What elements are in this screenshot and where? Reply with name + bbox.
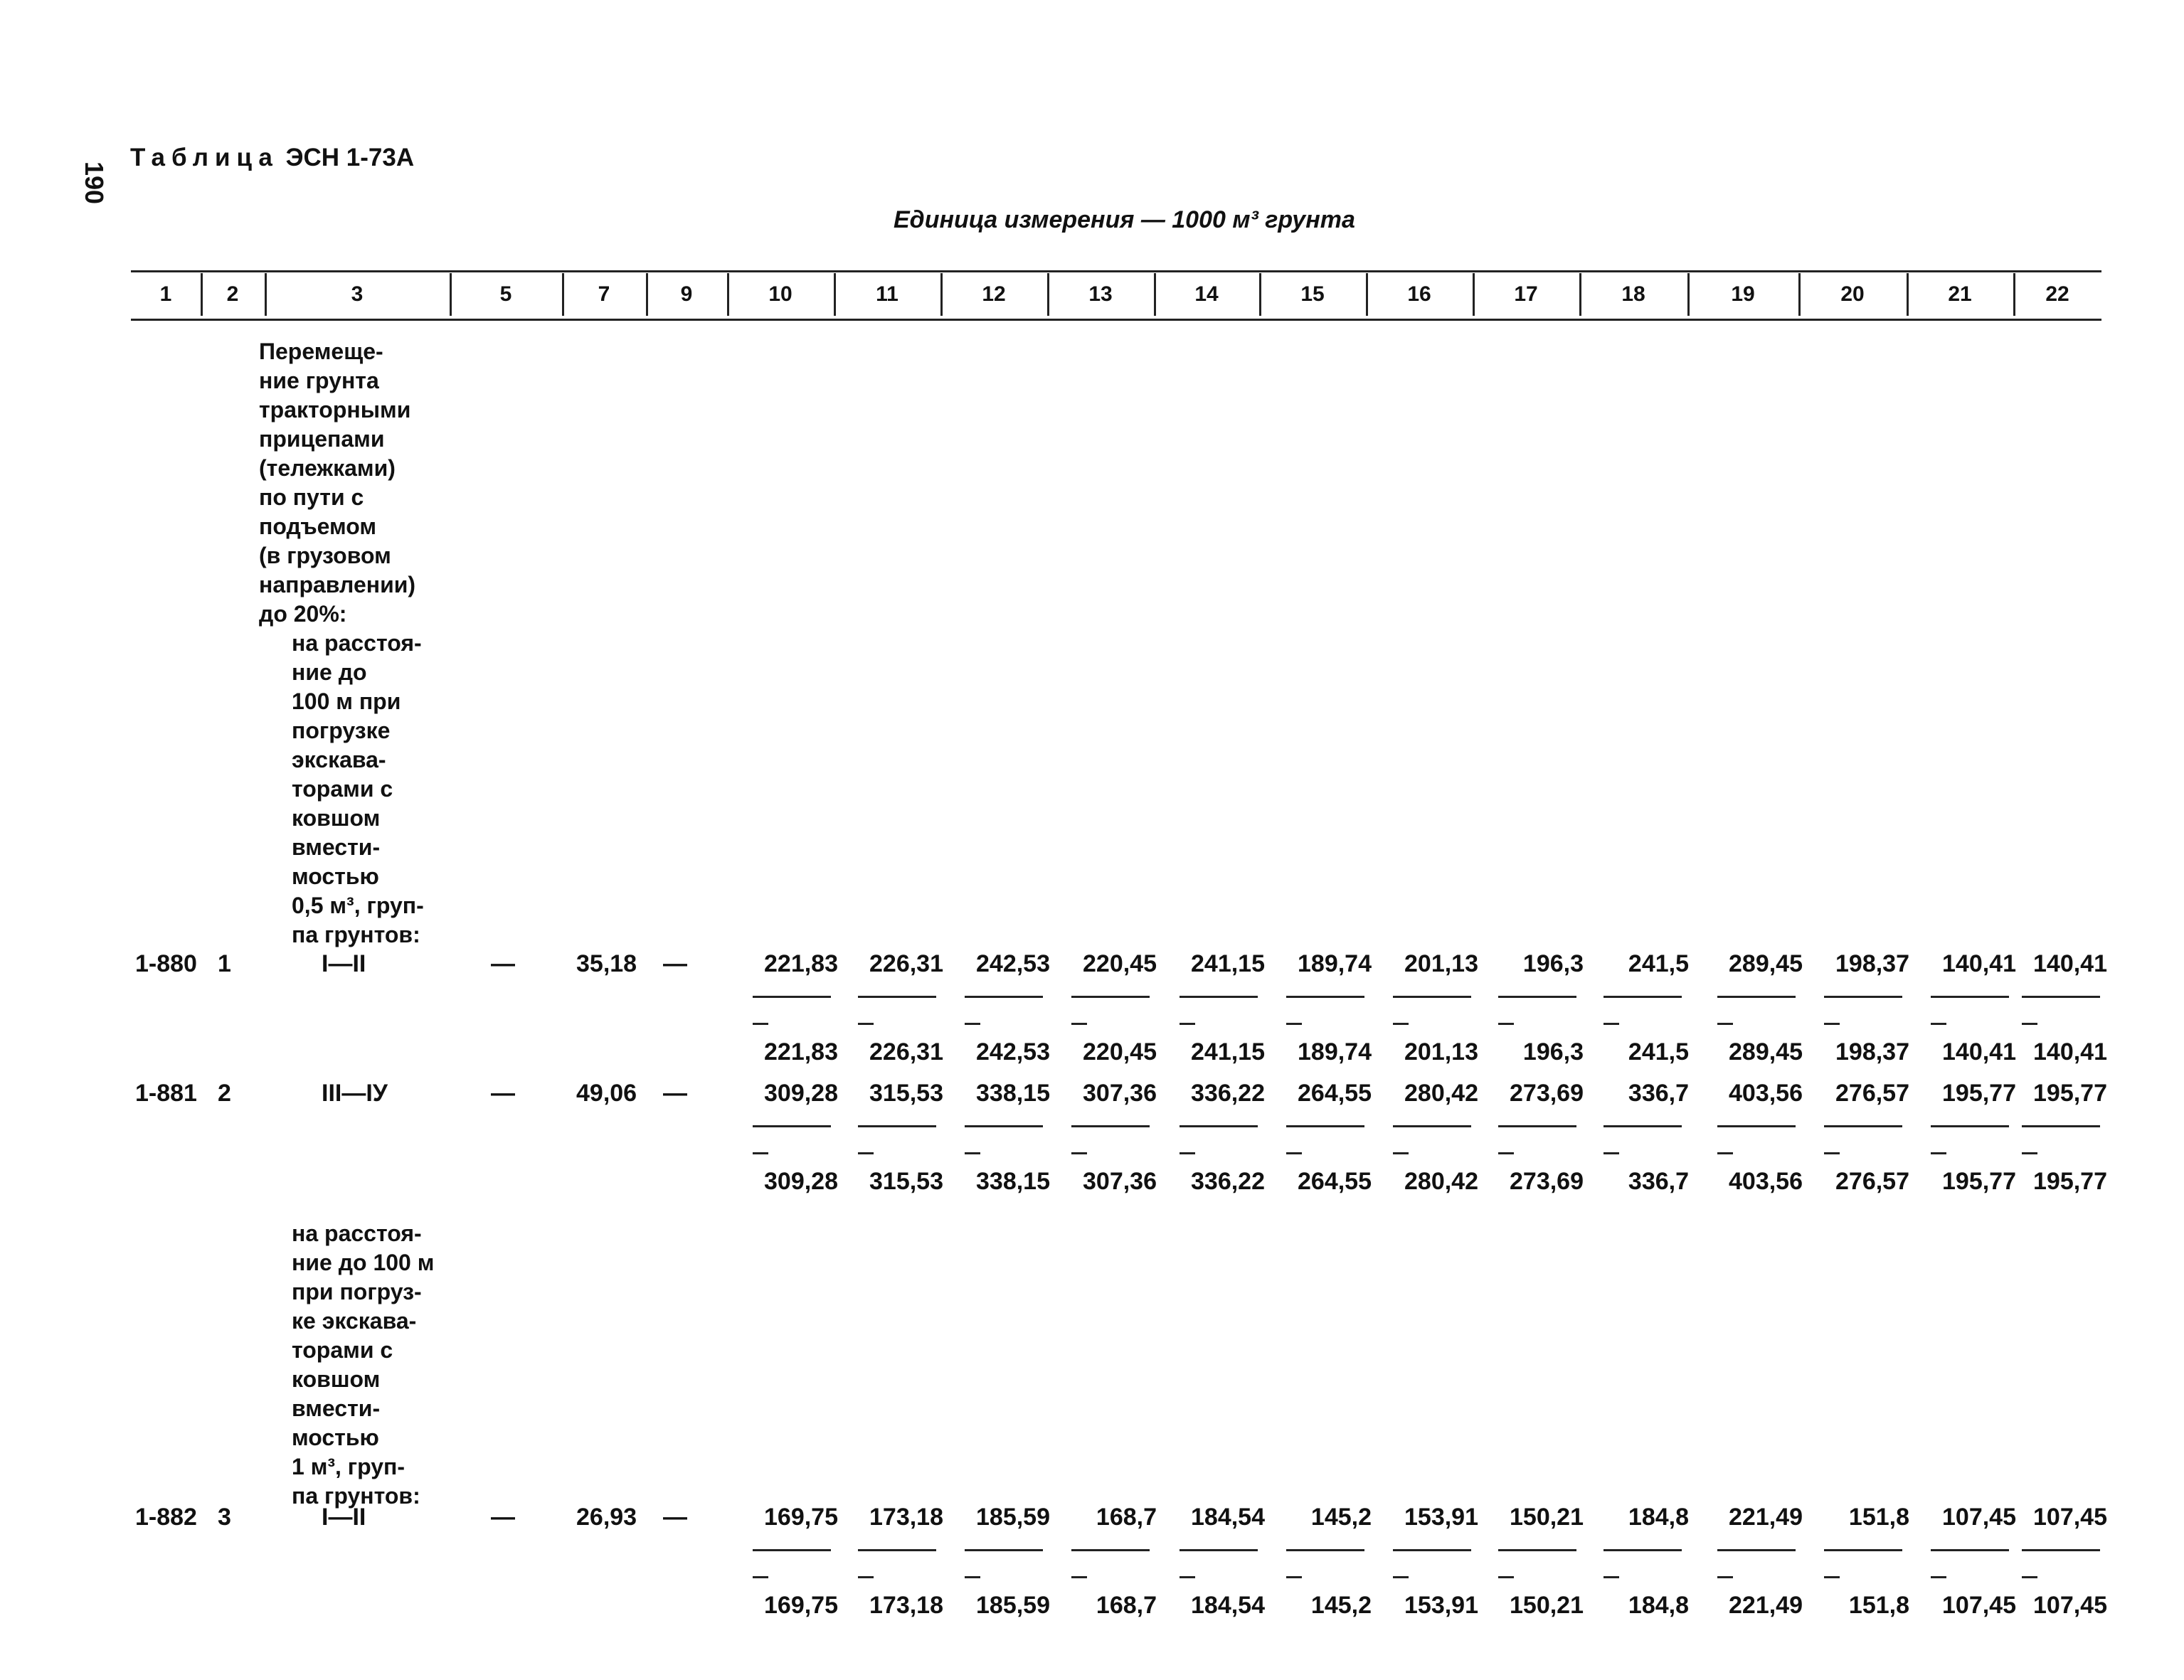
fraction-bar [1603,1549,1682,1551]
column-header-13: 13 [1088,282,1113,306]
minus-sign [1717,1576,1733,1578]
fraction-bar [1071,1549,1150,1551]
fraction-bar [1717,1125,1796,1127]
minus-sign [965,1152,980,1154]
column-header-12: 12 [982,282,1006,306]
denominator-value: 336,22 [1191,1168,1265,1195]
denominator-value: 151,8 [1848,1592,1909,1619]
fraction-bar [965,1549,1043,1551]
denominator-value: 221,49 [1729,1592,1803,1619]
col9-value: — [663,1080,687,1107]
column-separator [450,273,452,316]
numerator-value: 196,3 [1522,950,1584,977]
minus-sign [1180,1152,1195,1154]
minus-sign [2022,1023,2037,1025]
denominator-value: 201,13 [1404,1038,1478,1065]
table-title [130,144,414,172]
column-header-14: 14 [1194,282,1219,306]
fraction-bar [1286,1125,1364,1127]
denominator-value: 168,7 [1096,1592,1157,1619]
column-separator [1047,273,1049,316]
numerator-value: 315,53 [869,1080,943,1107]
fraction-bar [1498,1125,1576,1127]
fraction-bar [1824,1549,1902,1551]
minus-sign [965,1023,980,1025]
column-header-22: 22 [2045,282,2069,306]
minus-sign [858,1152,874,1154]
denominator-value: 153,91 [1404,1592,1478,1619]
fraction-bar [1071,1125,1150,1127]
denominator-value: 198,37 [1835,1038,1909,1065]
minus-sign [1286,1152,1302,1154]
col9-value: — [663,1504,687,1531]
minus-sign [1931,1576,1946,1578]
minus-sign [2022,1576,2037,1578]
minus-sign [858,1576,874,1578]
minus-sign [965,1576,980,1578]
col5-value: — [491,1504,515,1531]
denominator-value: 220,45 [1083,1038,1157,1065]
column-header-19: 19 [1731,282,1755,306]
numerator-value: 173,18 [869,1504,943,1531]
minus-sign [1286,1576,1302,1578]
fraction-bar [1603,996,1682,998]
fraction-bar [1931,1125,2009,1127]
fraction-bar [1717,996,1796,998]
numerator-value: 169,75 [764,1504,838,1531]
denominator-value: 241,15 [1191,1038,1265,1065]
denominator-value: 107,45 [2033,1592,2107,1619]
numerator-value: 140,41 [2033,950,2107,977]
fraction-bar [1286,1549,1364,1551]
minus-sign [1393,1152,1409,1154]
denominator-value: 150,21 [1510,1592,1584,1619]
col7-value: 26,93 [576,1504,637,1531]
denominator-value: 338,15 [976,1168,1050,1195]
soil-group: I—II [322,1504,366,1531]
fraction-bar [2022,1549,2100,1551]
column-header-9: 9 [680,282,693,306]
column-separator [834,273,836,316]
numerator-value: 264,55 [1298,1080,1372,1107]
denominator-value: 196,3 [1522,1038,1584,1065]
minus-sign [1603,1152,1619,1154]
denominator-value: 107,45 [1942,1592,2016,1619]
fraction-bar [1071,996,1150,998]
numerator-value: 140,41 [1942,950,2016,977]
minus-sign [1824,1152,1840,1154]
minus-sign [1393,1576,1409,1578]
column-header-18: 18 [1621,282,1645,306]
numerator-value: 151,8 [1848,1504,1909,1531]
fraction-bar [1180,996,1258,998]
fraction-bar [1603,1125,1682,1127]
minus-sign [753,1152,768,1154]
denominator-value: 403,56 [1729,1168,1803,1195]
minus-sign [1603,1023,1619,1025]
col7-value: 49,06 [576,1080,637,1107]
numerator-value: 153,91 [1404,1504,1478,1531]
column-separator [2013,273,2015,316]
unit-of-measure: Единица измерения — 1000 м³ грунта [894,206,1355,233]
denominator-value: 145,2 [1310,1592,1372,1619]
numerator-value: 280,42 [1404,1080,1478,1107]
minus-sign [1498,1576,1514,1578]
denominator-value: 241,5 [1628,1038,1689,1065]
numerator-value: 336,7 [1628,1080,1689,1107]
column-header-3: 3 [351,282,364,306]
col7-value: 35,18 [576,950,637,977]
numerator-value: 336,22 [1191,1080,1265,1107]
numerator-value: 276,57 [1835,1080,1909,1107]
column-header-7: 7 [598,282,610,306]
minus-sign [1498,1023,1514,1025]
column-header-2: 2 [226,282,239,306]
denominator-value: 280,42 [1404,1168,1478,1195]
denominator-value: 140,41 [2033,1038,2107,1065]
fraction-bar [1498,996,1576,998]
denominator-value: 307,36 [1083,1168,1157,1195]
minus-sign [1824,1023,1840,1025]
column-header-1: 1 [159,282,172,306]
denominator-value: 185,59 [976,1592,1050,1619]
table-title-rest: ЭСН 1-73А [278,144,415,171]
fraction-bar [1498,1549,1576,1551]
denominator-value: 189,74 [1298,1038,1372,1065]
denominator-value: 184,54 [1191,1592,1265,1619]
numerator-value: 242,53 [976,950,1050,977]
column-header-10: 10 [768,282,793,306]
column-separator [940,273,943,316]
denominator-value: 221,83 [764,1038,838,1065]
denominator-value: 226,31 [869,1038,943,1065]
row-code: 1-881 [135,1080,197,1107]
denominator-value: 309,28 [764,1168,838,1195]
denominator-value: 169,75 [764,1592,838,1619]
minus-sign [1286,1023,1302,1025]
denominator-value: 336,7 [1628,1168,1689,1195]
column-header-21: 21 [1948,282,1972,306]
row-number: 1 [218,950,231,977]
numerator-value: 403,56 [1729,1080,1803,1107]
column-separator [201,273,203,316]
numerator-value: 184,8 [1628,1504,1689,1531]
fraction-bar [1393,1125,1471,1127]
column-separator [562,273,564,316]
minus-sign [1180,1023,1195,1025]
work-subdescription-1: на расстоя- ние до 100 м при погрузке экскава- торами с ковшом вмести- мостью 0,5 м³, груп- па грунтов: [292,630,424,947]
column-header-16: 16 [1407,282,1431,306]
numerator-value: 289,45 [1729,950,1803,977]
fraction-bar [1824,1125,1902,1127]
col5-value: — [491,950,515,977]
row-number: 3 [218,1504,231,1531]
denominator-value: 264,55 [1298,1168,1372,1195]
denominator-value: 276,57 [1835,1168,1909,1195]
column-separator [1907,273,1909,316]
soil-group: III—IУ [322,1080,388,1107]
column-header-20: 20 [1840,282,1865,306]
fraction-bar [753,996,831,998]
row-code: 1-882 [135,1504,197,1531]
fraction-bar [1180,1549,1258,1551]
page-number: 190 [80,161,110,205]
numerator-value: 221,83 [764,950,838,977]
minus-sign [753,1576,768,1578]
soil-group: I—II [322,950,366,977]
denominator-value: 242,53 [976,1038,1050,1065]
column-separator [1687,273,1690,316]
fraction-bar [1717,1549,1796,1551]
numerator-value: 107,45 [1942,1504,2016,1531]
fraction-bar [858,1125,936,1127]
numerator-value: 221,49 [1729,1504,1803,1531]
fraction-bar [1931,1549,2009,1551]
numerator-value: 307,36 [1083,1080,1157,1107]
numerator-value: 184,54 [1191,1504,1265,1531]
numerator-value: 273,69 [1510,1080,1584,1107]
column-separator [1579,273,1581,316]
denominator-value: 173,18 [869,1592,943,1619]
fraction-bar [1393,1549,1471,1551]
col9-value: — [663,950,687,977]
numerator-value: 309,28 [764,1080,838,1107]
minus-sign [1717,1152,1733,1154]
work-description: Перемеще- ние грунта тракторными прицепами (тележками) по пути с подъемом (в грузовом направлении) до 20%: [259,339,416,627]
column-separator [1366,273,1368,316]
fraction-bar [1286,996,1364,998]
column-header-15: 15 [1300,282,1325,306]
column-header-11: 11 [876,282,898,306]
minus-sign [753,1023,768,1025]
numerator-value: 168,7 [1096,1504,1157,1531]
minus-sign [1071,1152,1087,1154]
fraction-bar [1931,996,2009,998]
denominator-value: 289,45 [1729,1038,1803,1065]
denominator-value: 140,41 [1942,1038,2016,1065]
minus-sign [1824,1576,1840,1578]
minus-sign [1603,1576,1619,1578]
numerator-value: 195,77 [1942,1080,2016,1107]
fraction-bar [2022,1125,2100,1127]
column-separator [265,273,267,316]
column-separator [1259,273,1261,316]
denominator-value: 184,8 [1628,1592,1689,1619]
numerator-value: 189,74 [1298,950,1372,977]
column-separator [646,273,648,316]
numerator-value: 198,37 [1835,950,1909,977]
numerator-value: 195,77 [2033,1080,2107,1107]
row-code: 1-880 [135,950,197,977]
fraction-bar [858,1549,936,1551]
minus-sign [858,1023,874,1025]
numerator-value: 241,15 [1191,950,1265,977]
numerator-value: 107,45 [2033,1504,2107,1531]
minus-sign [1071,1576,1087,1578]
fraction-bar [753,1125,831,1127]
minus-sign [1931,1023,1946,1025]
denominator-value: 195,77 [1942,1168,2016,1195]
fraction-bar [753,1549,831,1551]
denominator-value: 315,53 [869,1168,943,1195]
minus-sign [1931,1152,1946,1154]
minus-sign [1498,1152,1514,1154]
table-title-prefix: Таблица [130,144,279,171]
numerator-value: 185,59 [976,1504,1050,1531]
row-number: 2 [218,1080,231,1107]
column-separator [1473,273,1475,316]
minus-sign [2022,1152,2037,1154]
minus-sign [1717,1023,1733,1025]
minus-sign [1393,1023,1409,1025]
work-subdescription-2: на расстоя- ние до 100 м при погруз- ке экскава- торами с ковшом вмести- мостью 1 м³, груп- па грунтов: [292,1221,435,1509]
minus-sign [1180,1576,1195,1578]
minus-sign [1071,1023,1087,1025]
column-separator [1154,273,1156,316]
fraction-bar [965,1125,1043,1127]
numerator-value: 241,5 [1628,950,1689,977]
fraction-bar [1393,996,1471,998]
numerator-value: 226,31 [869,950,943,977]
numerator-value: 338,15 [976,1080,1050,1107]
column-separator [727,273,729,316]
numerator-value: 220,45 [1083,950,1157,977]
fraction-bar [2022,996,2100,998]
numerator-value: 145,2 [1310,1504,1372,1531]
column-header-5: 5 [499,282,512,306]
fraction-bar [965,996,1043,998]
numerator-value: 150,21 [1510,1504,1584,1531]
col5-value: — [491,1080,515,1107]
column-header-17: 17 [1514,282,1538,306]
denominator-value: 273,69 [1510,1168,1584,1195]
denominator-value: 195,77 [2033,1168,2107,1195]
fraction-bar [858,996,936,998]
column-separator [1798,273,1801,316]
fraction-bar [1180,1125,1258,1127]
fraction-bar [1824,996,1902,998]
numerator-value: 201,13 [1404,950,1478,977]
